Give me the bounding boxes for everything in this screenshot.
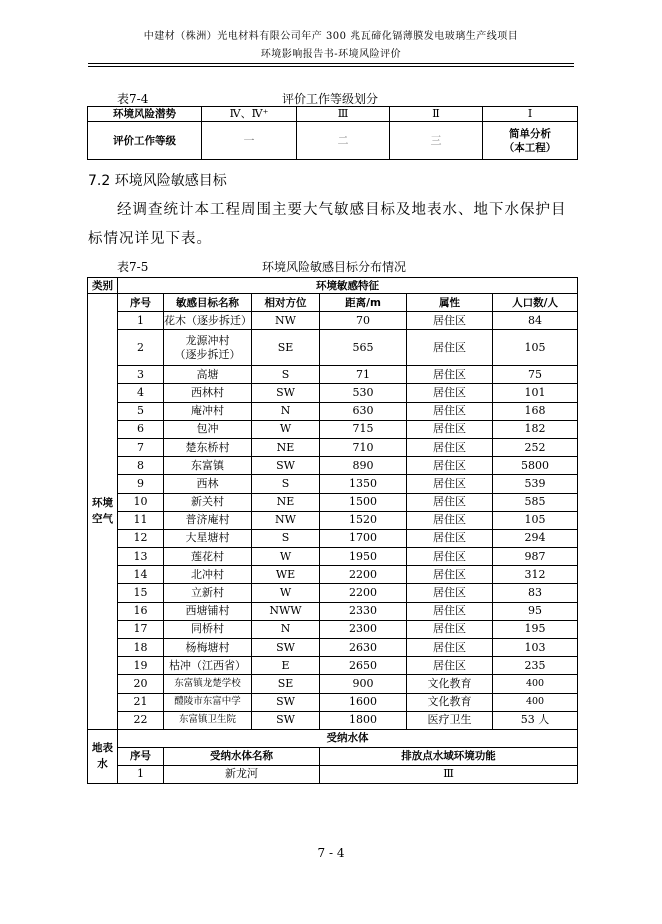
- document-header-subtitle: 环境影响报告书-环境风险评价: [260, 49, 402, 60]
- water-function-header: 排放点水域环境功能: [320, 747, 578, 765]
- target-name: 立新村: [164, 584, 252, 602]
- cell: 三: [390, 122, 483, 160]
- target-name: 普济庵村: [164, 511, 252, 529]
- row-number: 20: [118, 675, 164, 693]
- population: 103: [493, 639, 578, 657]
- distance: 890: [320, 457, 407, 475]
- direction: W: [252, 584, 320, 602]
- distance: 2330: [320, 602, 407, 620]
- direction: WE: [252, 566, 320, 584]
- row-number: 6: [118, 420, 164, 438]
- direction: E: [252, 657, 320, 675]
- attribute: 居住区: [407, 584, 493, 602]
- direction: SW: [252, 457, 320, 475]
- table-row: [88, 294, 578, 312]
- target-name: 同桥村: [164, 620, 252, 638]
- row-number: 2: [118, 330, 164, 366]
- sensitive-targets-table: [87, 277, 578, 784]
- water-category-cell: [88, 729, 118, 783]
- table-row: [88, 420, 578, 438]
- population: 53 人: [493, 711, 578, 729]
- table-7-5-number: 表7-5: [117, 260, 149, 274]
- feature-header: 环境敏感特征: [118, 278, 578, 294]
- target-name: 包冲: [164, 420, 252, 438]
- direction: NE: [252, 493, 320, 511]
- target-name: 高塘: [164, 366, 252, 384]
- cell: Ⅳ、Ⅳ⁺: [202, 107, 297, 122]
- table-row: [88, 278, 578, 294]
- population-header: 人口数/人: [493, 294, 578, 312]
- population: 400: [493, 693, 578, 711]
- direction: S: [252, 475, 320, 493]
- distance: 2630: [320, 639, 407, 657]
- document-header-title: 中建材（株洲）光电材料有限公司年产 300 兆瓦碲化镉薄膜发电玻璃生产线项目: [143, 31, 519, 42]
- attribute: 居住区: [407, 529, 493, 547]
- target-name: 庵冲村: [164, 402, 252, 420]
- table-row: [88, 729, 578, 747]
- row-number: 8: [118, 457, 164, 475]
- target-name: 大星塘村: [164, 529, 252, 547]
- direction: S: [252, 529, 320, 547]
- target-name-line: （逐步拆迁）: [174, 347, 241, 361]
- cell: 一: [202, 122, 297, 160]
- direction-header: 相对方位: [252, 294, 320, 312]
- direction: NE: [252, 438, 320, 456]
- attribute: 居住区: [407, 493, 493, 511]
- row-number: 22: [118, 711, 164, 729]
- distance: 71: [320, 366, 407, 384]
- population: 987: [493, 548, 578, 566]
- page-number: 7 - 4: [317, 846, 345, 860]
- row-number: 1: [118, 765, 164, 783]
- population: 585: [493, 493, 578, 511]
- section-heading: 7.2 环境风险敏感目标: [88, 173, 227, 189]
- risk-potential-label: 环境风险潜势: [88, 107, 202, 122]
- target-name: 东富镇卫生院: [164, 711, 252, 729]
- table-row: [88, 493, 578, 511]
- section-paragraph: 经调查统计本工程周围主要大气敏感目标及地表水、地下水保护目标情况详见下表。: [88, 202, 567, 247]
- target-name: 莲花村: [164, 548, 252, 566]
- population: 294: [493, 529, 578, 547]
- row-number: 13: [118, 548, 164, 566]
- distance: 1600: [320, 693, 407, 711]
- target-name-line: 龙源冲村: [185, 333, 230, 347]
- table-row: [88, 438, 578, 456]
- direction: S: [252, 366, 320, 384]
- distance: 1350: [320, 475, 407, 493]
- distance: 2650: [320, 657, 407, 675]
- population: 5800: [493, 457, 578, 475]
- name-header: 敏感目标名称: [164, 294, 252, 312]
- simple-analysis-label: 简单分析: [509, 127, 551, 140]
- table-row: [88, 457, 578, 475]
- row-number: 12: [118, 529, 164, 547]
- row-number: 4: [118, 384, 164, 402]
- target-name: 北冲村: [164, 566, 252, 584]
- table-row: [88, 312, 578, 330]
- distance: 2300: [320, 620, 407, 638]
- receiving-water-header: 受纳水体: [118, 729, 578, 747]
- target-name: 西林村: [164, 384, 252, 402]
- work-level-label: 评价工作等级: [88, 122, 202, 160]
- table-row: [88, 747, 578, 765]
- distance: 1700: [320, 529, 407, 547]
- table-row: [88, 584, 578, 602]
- water-no-header: 序号: [118, 747, 164, 765]
- table-row: [88, 693, 578, 711]
- population: 105: [493, 511, 578, 529]
- table-row: [88, 639, 578, 657]
- table-row: [88, 475, 578, 493]
- simple-analysis-cell: [483, 122, 578, 160]
- attribute: 居住区: [407, 566, 493, 584]
- this-project-label: （本工程）: [503, 141, 557, 154]
- population: 95: [493, 602, 578, 620]
- direction: N: [252, 402, 320, 420]
- water-body-name: 新龙河: [164, 765, 320, 783]
- direction: NW: [252, 312, 320, 330]
- target-name: 西林: [164, 475, 252, 493]
- population: 195: [493, 620, 578, 638]
- table-row: [88, 620, 578, 638]
- table-row: [88, 384, 578, 402]
- row-number: 19: [118, 657, 164, 675]
- distance: 2200: [320, 566, 407, 584]
- row-number: 7: [118, 438, 164, 456]
- distance: 1520: [320, 511, 407, 529]
- target-name: [164, 330, 252, 366]
- direction: W: [252, 420, 320, 438]
- row-number: 18: [118, 639, 164, 657]
- attribute: 居住区: [407, 548, 493, 566]
- population: 168: [493, 402, 578, 420]
- table-row: [88, 548, 578, 566]
- attribute: 居住区: [407, 384, 493, 402]
- table-row: [88, 511, 578, 529]
- direction: SW: [252, 693, 320, 711]
- cell: Ⅲ: [297, 107, 390, 122]
- table-row: [88, 657, 578, 675]
- target-name: 东富镇龙楚学校: [164, 675, 252, 693]
- population: 182: [493, 420, 578, 438]
- distance: 1500: [320, 493, 407, 511]
- attribute: 居住区: [407, 602, 493, 620]
- water-name-header: 受纳水体名称: [164, 747, 320, 765]
- attribute: 居住区: [407, 366, 493, 384]
- table-7-4-number: 表7-4: [117, 92, 149, 106]
- row-number: 3: [118, 366, 164, 384]
- population: 252: [493, 438, 578, 456]
- distance: 900: [320, 675, 407, 693]
- attribute: 居住区: [407, 475, 493, 493]
- header-rule-thin: [88, 66, 574, 67]
- attribute: 文化教育: [407, 675, 493, 693]
- population: 84: [493, 312, 578, 330]
- table-7-5-title: 环境风险敏感目标分布情况: [261, 260, 406, 274]
- direction: SE: [252, 330, 320, 366]
- water-function: Ⅲ: [320, 765, 578, 783]
- row-number: 17: [118, 620, 164, 638]
- water-category-label: 地表水: [92, 742, 113, 771]
- population: 400: [493, 675, 578, 693]
- direction: N: [252, 620, 320, 638]
- direction: SW: [252, 711, 320, 729]
- population: 101: [493, 384, 578, 402]
- distance: 70: [320, 312, 407, 330]
- distance: 710: [320, 438, 407, 456]
- no-header: 序号: [118, 294, 164, 312]
- cell: Ⅱ: [390, 107, 483, 122]
- table-row: [88, 366, 578, 384]
- population: 105: [493, 330, 578, 366]
- attribute: 居住区: [407, 330, 493, 366]
- attribute: 居住区: [407, 511, 493, 529]
- distance: 630: [320, 402, 407, 420]
- row-number: 11: [118, 511, 164, 529]
- distance: 565: [320, 330, 407, 366]
- attribute: 居住区: [407, 420, 493, 438]
- attribute: 文化教育: [407, 693, 493, 711]
- attribute: 居住区: [407, 620, 493, 638]
- direction: SE: [252, 675, 320, 693]
- row-number: 21: [118, 693, 164, 711]
- row-number: 1: [118, 312, 164, 330]
- target-name: 醴陵市东富中学: [164, 693, 252, 711]
- direction: SW: [252, 639, 320, 657]
- table-row: [88, 529, 578, 547]
- row-number: 16: [118, 602, 164, 620]
- table-row: [88, 122, 578, 160]
- table-row: [88, 107, 578, 122]
- target-name: 楚东桥村: [164, 438, 252, 456]
- header-rule: [88, 63, 574, 64]
- population: 312: [493, 566, 578, 584]
- population: 235: [493, 657, 578, 675]
- cell: Ⅰ: [483, 107, 578, 122]
- table-row: [88, 602, 578, 620]
- attribute-header: 属性: [407, 294, 493, 312]
- population: 83: [493, 584, 578, 602]
- attribute: 居住区: [407, 657, 493, 675]
- table-row: [88, 711, 578, 729]
- row-number: 15: [118, 584, 164, 602]
- table-row: [88, 765, 578, 783]
- attribute: 居住区: [407, 639, 493, 657]
- target-name: 枯冲（江西省）: [164, 657, 252, 675]
- population: 75: [493, 366, 578, 384]
- distance: 530: [320, 384, 407, 402]
- grading-table: [87, 106, 578, 160]
- air-category-label: 环境空气: [92, 497, 113, 526]
- direction: NWW: [252, 602, 320, 620]
- attribute: 居住区: [407, 402, 493, 420]
- row-number: 5: [118, 402, 164, 420]
- distance: 715: [320, 420, 407, 438]
- row-number: 10: [118, 493, 164, 511]
- attribute: 居住区: [407, 457, 493, 475]
- table-row: [88, 402, 578, 420]
- direction: SW: [252, 384, 320, 402]
- table-row: [88, 330, 578, 366]
- target-name: 杨梅塘村: [164, 639, 252, 657]
- direction: W: [252, 548, 320, 566]
- target-name: 西塘铺村: [164, 602, 252, 620]
- cell: 二: [297, 122, 390, 160]
- target-name: 新关村: [164, 493, 252, 511]
- air-category-cell: [88, 294, 118, 730]
- target-name: 花木（逐步拆迁）: [164, 312, 252, 330]
- direction: NW: [252, 511, 320, 529]
- distance: 1950: [320, 548, 407, 566]
- target-name: 东富镇: [164, 457, 252, 475]
- attribute: 居住区: [407, 312, 493, 330]
- table-7-4-title: 评价工作等级划分: [281, 92, 378, 106]
- table-row: [88, 675, 578, 693]
- attribute: 医疗卫生: [407, 711, 493, 729]
- category-header: 类别: [88, 278, 118, 294]
- attribute: 居住区: [407, 438, 493, 456]
- distance-header: 距离/m: [320, 294, 407, 312]
- distance: 2200: [320, 584, 407, 602]
- population: 539: [493, 475, 578, 493]
- row-number: 14: [118, 566, 164, 584]
- table-row: [88, 566, 578, 584]
- row-number: 9: [118, 475, 164, 493]
- distance: 1800: [320, 711, 407, 729]
